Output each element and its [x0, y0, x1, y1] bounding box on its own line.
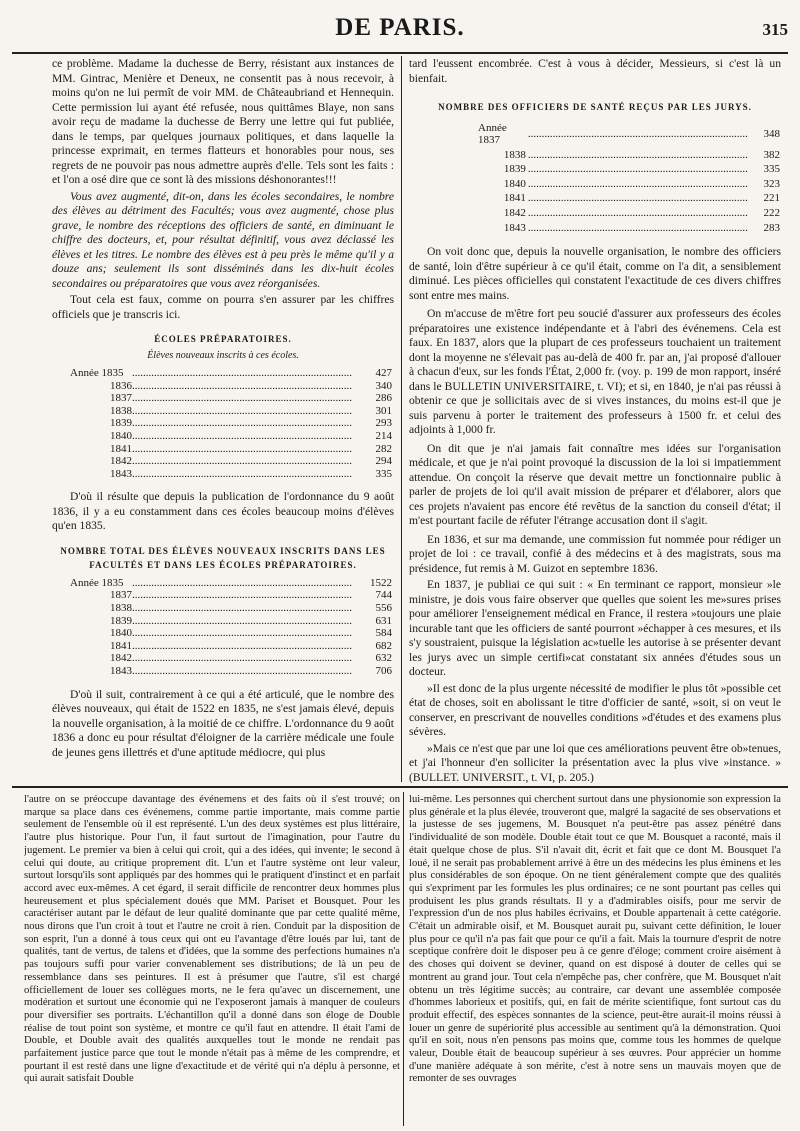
- leader-dots: ................................................................................: [132, 602, 352, 615]
- table-row: [477, 148, 781, 163]
- value-cell: 323: [763, 177, 780, 190]
- table-row: [70, 455, 392, 468]
- value-cell: 744: [375, 589, 392, 602]
- table-row: [70, 468, 392, 481]
- year-cell: Année 1835: [70, 576, 124, 589]
- left-column-top: [52, 57, 394, 783]
- table-row: [70, 652, 392, 665]
- value-cell: 283: [763, 221, 780, 234]
- paragraph-quote: En 1837, je publiai ce qui suit : « En terminant ce rapport, monsieur »le ministre, je dois vous faire observer que quelles que soient les me»sures prises pour améliorer l'enseignement médical en France, il restera »toujours une plaie incurable tant que les officiers de santé pourront »échapper à ces mesures, et ils s'y soustraient, puisque la législation ac»tuelle les autorise à se présenter devant les jurys avec un simple certifi»cat constatant six années d'études sous un docteur.: [409, 578, 781, 679]
- table-row: [70, 602, 392, 615]
- table-row: [477, 177, 781, 192]
- year-cell: 1836: [110, 379, 132, 392]
- year-cell: 1843: [110, 665, 132, 677]
- paragraph-quote: »Il est donc de la plus urgente nécessité de modifier le plus tôt »possible cet état de choses, soit en abolissant le titre d'officier de santé, »soit, si on veut le conserver, en prescrivant de nouvelles conditions »d'études et des examens plus sévères.: [409, 681, 781, 739]
- leader-dots: ................................................................................: [132, 665, 352, 677]
- year-cell: 1839: [110, 417, 132, 430]
- leader-dots: ................................................................................: [132, 576, 352, 589]
- year-cell: 1841: [110, 442, 132, 455]
- value-cell: 632: [375, 652, 392, 665]
- table-row: [70, 405, 392, 418]
- left-column-bottom: [24, 794, 400, 1124]
- year-cell: 1838: [110, 404, 132, 417]
- value-cell: 293: [375, 417, 392, 430]
- leader-dots: ................................................................................: [132, 379, 352, 392]
- leader-dots: ................................................................................: [132, 639, 352, 652]
- year-cell: 1840: [110, 429, 132, 442]
- value-cell: 1522: [370, 576, 392, 589]
- table-row: [70, 417, 392, 430]
- value-cell: 286: [375, 392, 392, 405]
- preparatory-schools-table: [70, 367, 392, 480]
- year-cell: 1843: [503, 221, 526, 234]
- value-cell: 706: [375, 665, 392, 677]
- table-title: NOMBRE DES OFFICIERS DE SANTÉ REÇUS PAR LES JURYS.: [438, 102, 752, 112]
- year-cell: Année 1835: [70, 367, 124, 379]
- leader-dots: ................................................................................: [132, 614, 352, 627]
- value-cell: 348: [763, 127, 780, 140]
- table-row: [477, 206, 781, 221]
- year-cell: Année 1837: [478, 121, 507, 147]
- right-column-bottom: [409, 794, 781, 1124]
- year-cell: 1841: [110, 639, 132, 652]
- value-cell: 335: [375, 467, 392, 480]
- value-cell: 340: [375, 379, 392, 392]
- year-cell: 1843: [110, 467, 132, 480]
- column-divider: [403, 792, 404, 1126]
- paragraph-quote: »Mais ce n'est que par une loi que ces améliorations peuvent être ob»tenues, et j'ai l'honneur d'en solliciter la présentation avec la plus vive »instance. » (BULLET. UNIVERSIT., t. VI, p. 205.): [409, 741, 781, 783]
- table-title: ÉCOLES PRÉPARATOIRES.: [154, 334, 292, 344]
- value-cell: 556: [375, 602, 392, 615]
- leader-dots: ................................................................................: [527, 192, 748, 205]
- paragraph: D'où il résulte que depuis la publication de l'ordonnance du 9 août 1836, il y a eu constamment dans ces écoles beaucoup moins d'élèves qu'en 1835.: [52, 490, 394, 533]
- leader-dots: ................................................................................: [132, 367, 352, 379]
- value-cell: 222: [763, 207, 780, 220]
- table-row: [70, 615, 392, 628]
- masthead-title: DE PARIS.: [335, 14, 465, 41]
- section-divider: [12, 786, 788, 788]
- leader-dots: ................................................................................: [132, 627, 352, 640]
- value-cell: 301: [375, 404, 392, 417]
- page-number: 315: [762, 20, 788, 39]
- year-cell: 1839: [110, 614, 132, 627]
- feuilleton-text: lui-même. Les personnes qui cherchent surtout dans une physionomie son expression la plus générale et la plus élevée, trouveront que, malgré la sagacité de ses observations et la justesse de ses jugemens, M. Bousquet n'a peut-être pas assez pénétré dans l'individualité de son modèle. Double était tout ce que M. Bousquet a raconté, mais il était quelque chose de plus. S'il n'avait dit, écrit et fait que ce dont M. Bousquet l'a loué, il ne serait pas probablement arrivé à être un des médecins les plus éminens et les plus considérables de son époque. On ne tient généralement compte que des qualités qui s'expriment par les formules les plus ordinaires; ce ne sont pourtant pas celles qui produisent les plus grands résultats. Il y a d'admirables oisifs, pour me servir de l'expression d'un de nos plus habiles écrivains, et Double appartenait à cette catégorie. C'était un admirable oisif, et M. Bousquet aurait pu, suivant cette définition, le louer plus pour ce qu'il n'a pas fait que pour ce qu'il a fait. Mais la tournure d'esprit de notre sceptique confrère doit le disposer peu à ce genre d'éloge; comment croire aisément à des choses qui doivent se deviner, quand on est disposé à douter de celles qui se montrent au grand jour. Tout cela n'empêche pas, cher confrère, que M. Bousquet n'ait obtenu un très légitime succès; au contraire, car devant une assemblée composée d'hommes laborieux et positifs, qui, en fait de mérite scientifique, font surtout cas du produit effectif, des espèces sonnantes de la science, peut-être aurait-il moins réussi à louer un genre de supériorité plus accessible au sentiment qu'à la démonstration. Quoi qu'il en soit, nous n'en pensons pas moins que, comme tous les hommes de quelque valeur, Double était de beaucoup supérieur à ses œuvres. Pour apprécier un homme d'une manière adéquate à son mérite, c'est à notre sens un mauvais moyen que de remonter de ses ouvrages: [409, 794, 781, 1085]
- paragraph: Tout cela est faux, comme on pourra s'en assurer par les chiffres officiels que je transcris ici.: [52, 293, 394, 321]
- year-cell: 1837: [110, 392, 132, 405]
- leader-dots: ................................................................................: [527, 127, 748, 140]
- leader-dots: ................................................................................: [132, 442, 352, 455]
- table-row: [70, 380, 392, 393]
- table-row: [70, 589, 392, 602]
- leader-dots: ................................................................................: [132, 404, 352, 417]
- year-cell: 1842: [503, 207, 526, 220]
- year-cell: 1838: [503, 148, 526, 161]
- total-students-table: [70, 577, 392, 678]
- year-cell: 1842: [110, 455, 132, 468]
- table-row: [70, 367, 392, 380]
- paragraph: ce problème. Madame la duchesse de Berry, résistant aux instances de MM. Gintrac, Menière et Deneux, ne consentit pas à nous recevoir, à moins qu'on ne lui permît de voir MM. de Châteaubriand et Hennequin. Cette permission lui ayant été refusée, nous quittâmes Blaye, non sans avoir reçu de madame la duchesse de Berry une lettre qui fut publiée, dans le temps, par quelques journaux politiques, et dans laquelle la princesse exprimait, en termes flatteurs et honorables pour nous, ses regrets de ne pouvoir pas nous admettre auprès d'elle. Tels sont les faits : et l'on a osé dire que ce sont là des missions déshonorantes!!!: [52, 57, 394, 186]
- leader-dots: ................................................................................: [527, 163, 748, 176]
- leader-dots: ................................................................................: [132, 392, 352, 405]
- table-row: [477, 221, 781, 236]
- leader-dots: ................................................................................: [132, 589, 352, 602]
- table-title: NOMBRE TOTAL DES ÉLÈVES NOUVEAUX INSCRITS DANS LES FACULTÉS ET DANS LES ÉCOLES PRÉPARATOIRES.: [60, 545, 386, 571]
- year-cell: 1842: [110, 652, 132, 665]
- leader-dots: ................................................................................: [132, 652, 352, 665]
- value-cell: 221: [763, 192, 780, 205]
- leader-dots: ................................................................................: [132, 455, 352, 468]
- leader-dots: ................................................................................: [132, 417, 352, 430]
- paragraph: D'où il suit, contrairement à ce qui a été articulé, que le nombre des élèves nouveaux, qui était de 1522 en 1835, ne s'est jamais élevé, depuis la nouvelle organisation, à la moitié de ce chiffre. L'ordonnance du 9 août 1836 a donc eu pour résultat d'éloigner de la carrière médicale une foule de jeunes gens illettrés et d'une aptitude médiocre, qui plus: [52, 687, 394, 759]
- feuilleton-text: l'autre on se préoccupe davantage des événemens et des faits où il s'est trouvé; on marque sa place dans ces événemens, comme partie importante, mais comme partie seulement de l'ensemble où il est représenté. L'un des deux systèmes est plus littéraire, l'autre plus historique. Pour l'un, il faut surtout de l'imagination, pour l'autre du jugement. Le premier va bien à celui qui croit, qui a des idées, qui invente; le second à celui qui doute, au critique proprement dit. L'un et l'autre système ont leur valeur, surtout lorsqu'ils sont appliqués par des hommes qui le pratiquent d'instinct et en parfait accord avec eux-mêmes. A cet égard, il serait difficile de rencontrer deux hommes plus heureusement et plus spécialement doués que MM. Pariset et Bousquet. Pour les caractériser autant par le défaut de leur qualité dominante que par cette qualité même, nous dirons que l'un croit à tout et l'autre ne croit à rien. Conduit par la disposition de son esprit, l'un a donné à tous ceux qui ont eu l'avantage d'être loués par lui, tant de qualités, tant de vertus, de talens et d'idées, que la somme des perfections humaines n'a pas toujours suffi pour varier convenablement ses distributions; de là un peu de ressemblance dans ses peintures. Il est à présumer que l'autre, s'il est chargé officiellement de louer ses collègues morts, ne le fera qu'avec un discernement, une modération et surtout une économie qui ne l'exposeront jamais à manquer de couleurs pour diversifier ses portraits. L'échantillon qu'il a donné dans son éloge de Double réalise de tout point son système, et montre ce qu'il faut en attendre. Il était l'ami de Double, et Double avait des qualités auxquelles tout le monde ne rendait pas parfaitement justice parce que tout le monde n'était pas à même de les comprendre, et pourtant il est resté dans une ligne d'exactitude et de vérité qui n'a déplu à personne, et qui aurait satisfait Double: [24, 794, 400, 1085]
- paragraph: On m'accuse de m'être fort peu soucié d'assurer aux professeurs des écoles préparatoires une existence indépendante et à l'abri des événemens. Cela est faux. En 1837, alors que la plupart de ces professeurs touchaient un traitement dont la moyenne ne s'élevait pas au-delà de 400 fr. par an, j'ai proposé d'allouer à chacun d'eux, sur les fonds l'État, 2,000 fr. (voy. p. 199 de mon rapport, inséré dans le BULLETIN UNIVERSITAIRE, t. VI); et si, en 1840, je n'ai pas réussi à obtenir ce que je sollicitais avec de si vives instances, du moins est-il que je suis parvenu à porter le traitement des professeurs à 1500 fr. et celui des adjoints à 1,000 fr.: [409, 307, 781, 437]
- table-row: [70, 665, 392, 678]
- table-row: [70, 627, 392, 640]
- year-cell: 1840: [503, 177, 526, 190]
- value-cell: 682: [375, 639, 392, 652]
- value-cell: 584: [375, 627, 392, 640]
- year-cell: 1840: [110, 627, 132, 640]
- value-cell: 382: [763, 148, 780, 161]
- value-cell: 282: [375, 442, 392, 455]
- paragraph: En 1836, et sur ma demande, une commission fut nommée pour rédiger un projet de loi : ce travail, confié à des médecins et à des magistrats, sous ma présidence, fut remis à M. Guizot en septembre 1836.: [409, 532, 781, 575]
- paragraph: On dit que je n'ai jamais fait connaître mes idées sur l'organisation médicale, et que je n'ai point provoqué la discussion de la loi si impatiemment attendue. On conçoit la réserve que devait mettre un fonctionnaire public à parler de projets de loi qu'il avait mission de préparer et d'élaborer, alors que ces projets n'avaient pas encore été revêtus de la sanction du conseil d'état; il m'est pourtant facile de réfuter l'étrange accusation dont il s'agit.: [409, 441, 781, 528]
- year-cell: 1837: [110, 589, 132, 602]
- table-row: [70, 577, 392, 590]
- table-row: [477, 162, 781, 177]
- column-divider: [401, 56, 402, 782]
- table-row: [70, 430, 392, 443]
- table-row: [70, 443, 392, 456]
- value-cell: 214: [375, 429, 392, 442]
- paragraph: On voit donc que, depuis la nouvelle organisation, le nombre des officiers de santé, loin d'être supérieur à ce qu'il était, comme on l'a dit, a sensiblement diminué. Les pièces officielles qui constatent l'exactitude de ces divers chiffres sont entre mes mains.: [409, 245, 781, 302]
- year-cell: 1839: [503, 163, 526, 176]
- value-cell: 294: [375, 455, 392, 468]
- leader-dots: ................................................................................: [527, 221, 748, 234]
- leader-dots: ................................................................................: [527, 148, 748, 161]
- leader-dots: ................................................................................: [132, 429, 352, 442]
- health-officers-table: [477, 121, 781, 236]
- leader-dots: ................................................................................: [132, 467, 352, 480]
- table-row: [70, 640, 392, 653]
- header-rule: [12, 52, 788, 54]
- right-column-top: [409, 57, 781, 783]
- table-row: [477, 121, 781, 148]
- table-subtitle: Élèves nouveaux inscrits à ces écoles.: [147, 349, 299, 361]
- leader-dots: ................................................................................: [527, 177, 748, 190]
- page-header: [0, 14, 800, 46]
- paragraph: tard l'eussent encombrée. C'est à vous à décider, Messieurs, si c'est là un bienfait.: [409, 57, 781, 85]
- table-row: [477, 191, 781, 206]
- value-cell: 631: [375, 614, 392, 627]
- year-cell: 1838: [110, 602, 132, 615]
- value-cell: 427: [375, 367, 392, 379]
- value-cell: 335: [763, 163, 780, 176]
- year-cell: 1841: [503, 192, 526, 205]
- leader-dots: ................................................................................: [527, 207, 748, 220]
- table-row: [70, 392, 392, 405]
- paragraph-accusation: Vous avez augmenté, dit-on, dans les écoles secondaires, le nombre des élèves au détriment des Facultés; vous avez augmenté, chose plus grave, le nombre des réceptions des officiers de santé, en diminuant le chiffre des docteurs, et, pour résultat définitif, vous avez déclassé les élèves et les titres. Le nombre des élèves est à peu près le même qu'il y a douze ans; seulement ils sont disséminés dans les dix-huit écoles secondaires ou préparatoires que vous avez réorganisées.: [52, 189, 394, 290]
